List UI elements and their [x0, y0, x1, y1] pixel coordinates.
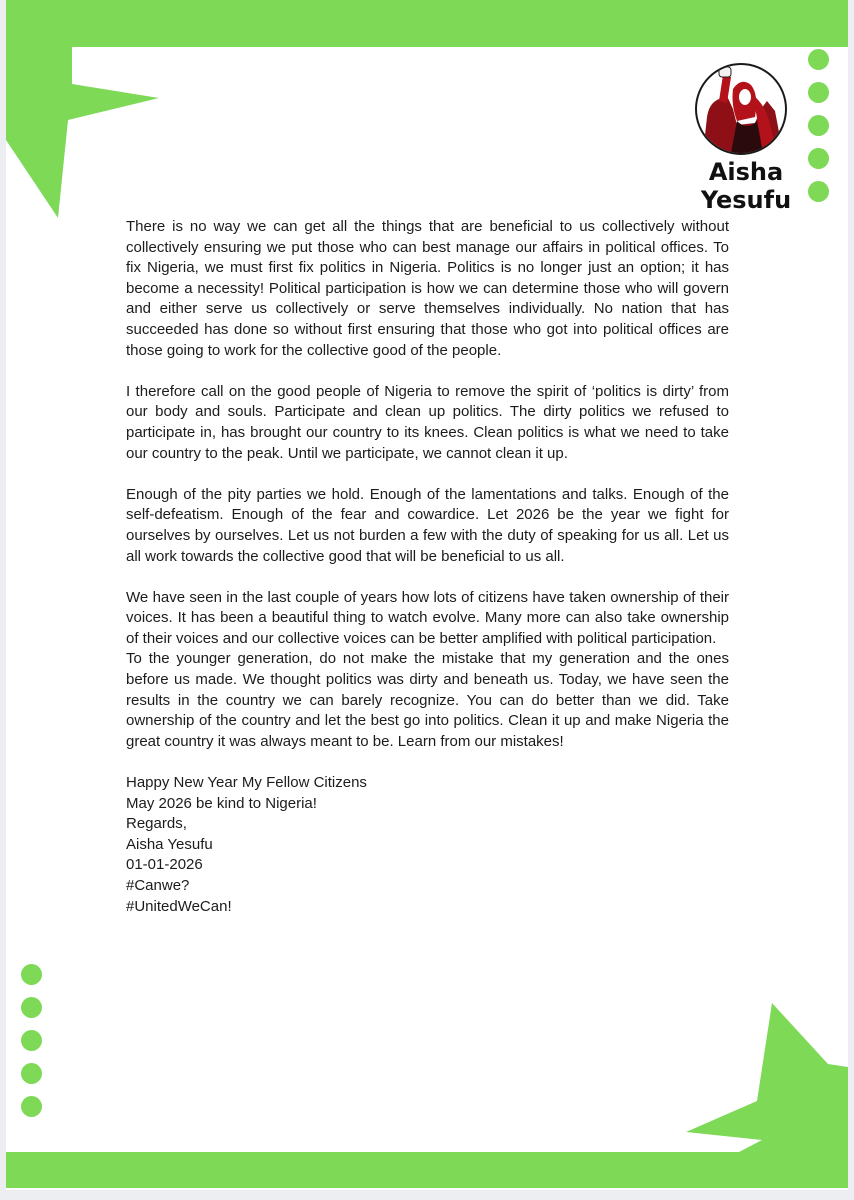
- green-dot: [808, 115, 829, 136]
- logo-wordmark: [686, 158, 806, 214]
- logo-portrait: [695, 63, 787, 155]
- signoff-block: [126, 773, 729, 917]
- green-dot: [808, 148, 829, 169]
- green-dot: [21, 1096, 42, 1117]
- paragraph: Enough of the pity parties we hold. Enough of the lamentations and talks. Enough of the self-defeatism. Enough of the fear and cowardice. Let 2026 be the year we fight for ourselves by ourselves. Let us not burden a few with the duty of speaking for us all. Let us all work towards the collective good that will be beneficial to us all.: [126, 485, 729, 565]
- bottom-green-band: [6, 1152, 848, 1188]
- paragraph: I therefore call on the good people of Nigeria to remove the spirit of ‘politics is dirty’ from our body and souls. Participate and clean up politics. The dirty politics we refused to participate in, has brought our country to its knees. Clean politics is what we need to take our country to the peak. Until we participate, we cannot clean it up.: [126, 382, 729, 462]
- regards-line: Regards,: [126, 815, 187, 833]
- wish-line: May 2026 be kind to Nigeria!: [126, 794, 317, 812]
- paragraph: To the younger generation, do not make the mistake that my generation and the ones before us made. We thought politics was dirty and beneath us. Today, we have seen the results in the country we can barely recognize. You can do better than we did. Take ownership of the country and let the best go into politics. Clean it up and make Nigeria the great country it was always meant to be. Learn from our mistakes!: [126, 650, 729, 750]
- green-dot: [21, 964, 42, 985]
- bottom-right-star-shape: [686, 1003, 848, 1152]
- letter-body: [126, 217, 729, 917]
- paragraph: We have seen in the last couple of years how lots of citizens have taken ownership of their voices. It has been a beautiful thing to watch evolve. Many more can also take ownership of their voices and our collective voices can be better amplified with political participation.: [126, 588, 729, 647]
- letter-date: 01-01-2026: [126, 856, 203, 874]
- green-dot: [808, 82, 829, 103]
- signatory-name: Aisha Yesufu: [126, 835, 213, 853]
- top-left-star-shape: [6, 47, 159, 218]
- letter-page: [6, 0, 848, 1190]
- green-dot: [21, 1063, 42, 1084]
- green-dot: [808, 49, 829, 70]
- paragraph: There is no way we can get all the things that are beneficial to us collectively without collectively ensuring we put those who can best manage our affairs in political offices. To fix Nigeria, we must first fix politics in Nigeria. Politics is no longer just an option; it has become a necessity! Political participation is how we can determine those who will govern and either serve us collectively or serve themselves individually. No nation that has succeeded has done so without first ensuring that those who got into political offices are those going to work for the collective good of the people.: [126, 218, 729, 359]
- green-dot: [808, 181, 829, 202]
- hashtag: #Canwe?: [126, 877, 190, 894]
- hashtag: #UnitedWeCan!: [126, 897, 232, 915]
- green-dot: [21, 997, 42, 1018]
- raised-fist-portrait-icon: [697, 65, 785, 153]
- logo-first-name: Aisha: [708, 158, 784, 186]
- green-dot: [21, 1030, 42, 1051]
- logo-last-name: Yesufu: [700, 186, 792, 214]
- greeting-line: Happy New Year My Fellow Citizens: [126, 774, 367, 792]
